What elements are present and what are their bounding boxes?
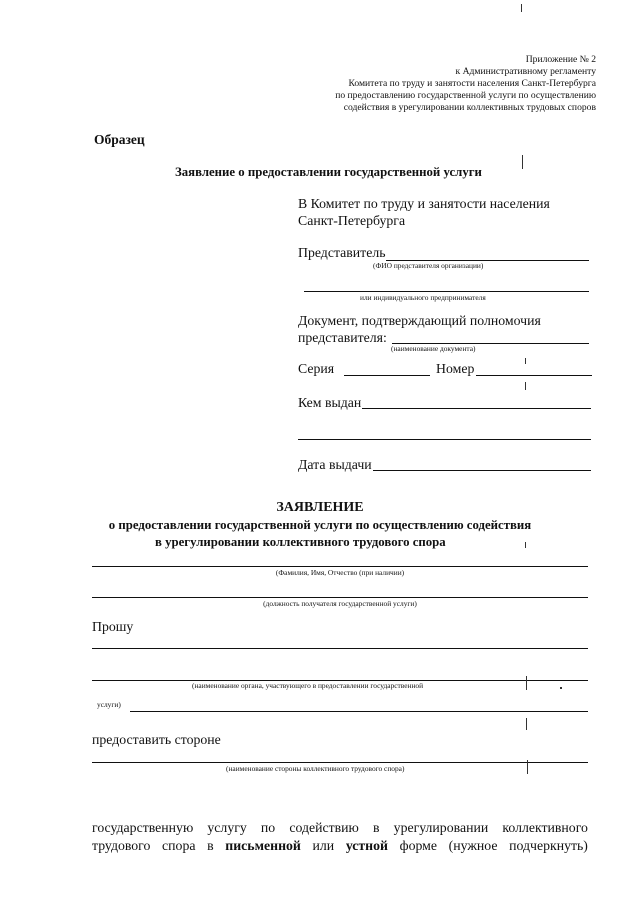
footer-word: в — [373, 820, 380, 835]
footer-word: государственную — [92, 820, 194, 835]
scan-artifact — [560, 687, 562, 689]
party-caption: (наименование стороны коллективного трудового спора) — [226, 764, 405, 773]
footer-word: в — [207, 838, 214, 853]
attachment-line-3: Комитета по труду и занятости населения Санкт-Петербурга — [348, 78, 596, 89]
footer-word: (нужное — [448, 838, 498, 853]
provide-label: предоставить стороне — [92, 732, 221, 747]
document-caption: (наименование документа) — [391, 344, 476, 353]
full-name-caption: (Фамилия, Имя, Отчество (при наличии) — [275, 568, 405, 577]
footer-word: содействию — [289, 820, 359, 835]
statement-heading: ЗАЯВЛЕНИЕ — [276, 500, 364, 515]
scan-artifact — [521, 4, 522, 12]
full-name-field[interactable] — [92, 566, 588, 567]
footer-word: подчеркнуть) — [509, 838, 588, 853]
footer-word: урегулировании — [393, 820, 489, 835]
organ-caption: (наименование органа, участвующего в предоставлении государственной — [192, 681, 424, 690]
footer-line-2 — [92, 838, 588, 854]
oral-form-option: устной — [345, 838, 388, 853]
footer-word: коллективного — [502, 820, 588, 835]
scan-artifact — [525, 382, 526, 390]
statement-subheading-1: о предоставлении государственной услуги по осуществлению содействия — [108, 518, 532, 532]
issue-date-label: Дата выдачи — [298, 457, 372, 472]
issue-date-field[interactable] — [373, 470, 591, 471]
scan-artifact — [525, 358, 526, 364]
request-field-1[interactable] — [92, 648, 588, 649]
request-field-3[interactable] — [130, 711, 588, 712]
position-caption: (должность получателя государственной услуги) — [263, 599, 417, 608]
number-label: Номер — [436, 361, 475, 376]
representative-caption: (ФИО представителя организации) — [373, 261, 484, 270]
request-label: Прошу — [92, 619, 134, 634]
footer-line-1 — [92, 820, 588, 836]
sample-label: Образец — [94, 132, 145, 147]
footer-word: по — [260, 820, 276, 835]
addressee-line-1: В Комитет по труду и занятости населения — [298, 196, 550, 211]
scan-artifact — [526, 676, 527, 690]
statement-subheading-2: в урегулировании коллективного трудового спора — [155, 535, 446, 549]
number-field[interactable] — [476, 375, 592, 376]
issued-by-label: Кем выдан — [298, 395, 362, 410]
scan-artifact — [525, 542, 526, 548]
representative-label: Представитель — [298, 245, 386, 260]
organ-caption-continued: услуги) — [97, 700, 121, 709]
series-label: Серия — [298, 361, 335, 376]
attachment-line-4: по предоставлению государственной услуги по осуществлению — [335, 90, 596, 101]
written-form-option: письменной — [225, 838, 301, 853]
representative-caption-2: или индивидуального предпринимателя — [360, 293, 486, 302]
document-label-2: представителя: — [298, 330, 387, 345]
representative-field-2[interactable] — [304, 291, 589, 292]
scan-artifact — [527, 760, 528, 774]
scan-artifact — [522, 155, 523, 169]
footer-word: услугу — [207, 820, 247, 835]
footer-word: трудового — [92, 838, 151, 853]
issued-by-field-2[interactable] — [298, 439, 591, 440]
position-field[interactable] — [92, 597, 588, 598]
document-label-1: Документ, подтверждающий полномочия — [298, 313, 541, 328]
attachment-line-1: Приложение № 2 — [525, 54, 596, 65]
scan-artifact — [526, 718, 527, 730]
footer-word: или — [312, 838, 335, 853]
form-title: Заявление о предоставлении государственной услуги — [175, 165, 482, 179]
attachment-line-2: к Административному регламенту — [455, 66, 596, 77]
series-field[interactable] — [344, 375, 430, 376]
party-field[interactable] — [92, 762, 588, 763]
attachment-line-5: содействия в урегулировании коллективных трудовых споров — [343, 102, 596, 113]
footer-word: спора — [162, 838, 196, 853]
footer-word: форме — [399, 838, 438, 853]
addressee-line-2: Санкт-Петербурга — [298, 213, 406, 228]
issued-by-field[interactable] — [362, 408, 591, 409]
